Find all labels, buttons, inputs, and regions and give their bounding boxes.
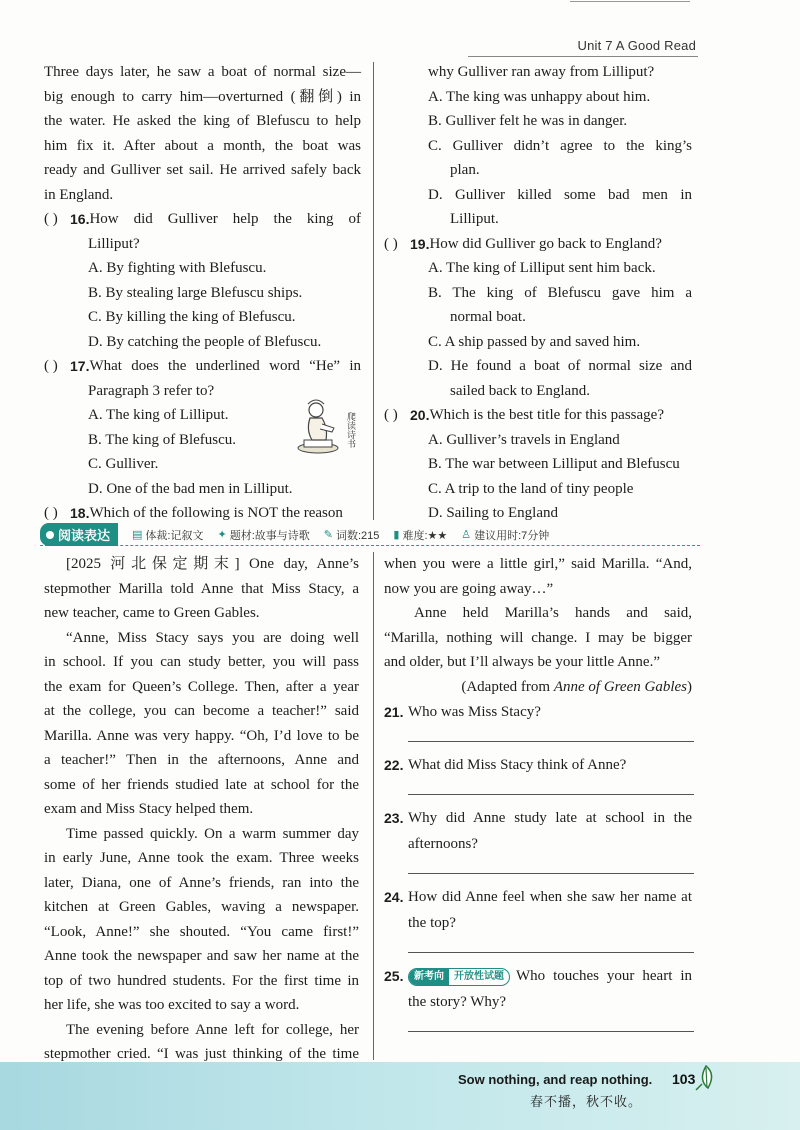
question-number: 17. — [70, 358, 90, 374]
option[interactable]: B. The war between Lilliput and Blefuscu — [428, 456, 680, 472]
option[interactable]: A. The king of Lilliput sent him back. — [428, 260, 656, 276]
short-question-25: 25. 新考向 开放性试题 Who touches your heart in the story? Why? — [384, 963, 692, 1032]
short-question-22: 22. What did Miss Stacy think of Anne? — [384, 752, 692, 795]
star-icon: ✦ — [217, 529, 227, 541]
answer-line[interactable] — [408, 873, 694, 874]
pen-icon: ✎ — [323, 529, 333, 541]
footer-motto: Sow nothing, and reap nothing. — [458, 1072, 653, 1087]
column-divider-bottom — [373, 552, 374, 1060]
answer-line[interactable] — [408, 794, 694, 795]
option[interactable]: C. Gulliver didn’t agree to the king’s — [428, 137, 692, 154]
question-stem: What does the underlined word “He” in — [89, 358, 361, 374]
answer-line[interactable] — [408, 741, 694, 742]
option[interactable]: C. Gulliver. — [88, 456, 159, 472]
short-question-23: 23. Why did Anne study late at school in the afternoons? — [384, 805, 692, 874]
option[interactable]: D. He found a boat of normal size and — [428, 358, 692, 374]
option[interactable]: A. The king was unhappy about him. — [428, 88, 651, 105]
question-number: 19. — [410, 235, 430, 252]
short-question-21: 21. Who was Miss Stacy? — [384, 699, 692, 742]
option[interactable]: B. The king of Blefuscu. — [88, 431, 237, 448]
option[interactable]: A. Gulliver’s travels in England — [428, 431, 620, 448]
question-19: ( ) 19. How did Gulliver go back to England? A. The king of Lilliput sent him back. B. The king of Blefuscu gave him a normal boat. C. A ship passed by and saved him. D. He found a boat of normal size and sailed back to England. — [384, 232, 692, 404]
answer-bracket[interactable]: ( ) — [44, 211, 58, 227]
option[interactable]: D. By catching the people of Blefuscu. — [88, 333, 322, 350]
leaf-icon — [694, 1064, 718, 1092]
reading-section-bar — [40, 524, 700, 546]
passage-paragraph: Three days later, he saw a boat of normal size— big enough to carry him—overturned (翻倒) in the water. He asked the king of Blefuscu to help him fix it. After about a month, the boat was ready and Gulliver set sail. He arrived safely back in England. — [44, 64, 361, 203]
answer-bracket[interactable]: ( ) — [384, 235, 398, 252]
book-icon: ▤ — [132, 529, 143, 541]
source-citation: (Adapted from Anne of Green Gables) — [461, 678, 692, 695]
right-top-column: why Gulliver ran away from Lilliput? A. The king was unhappy about him. B. Gulliver felt he was in danger. C. Gulliver didn’t agree to the king’s plan. D. Gulliver killed some bad men in Lilliput. ( ) 19. How did Gulliver go back to England? A. The king of Lilliput sent him back. B. The king of Blefuscu gave him a normal boat. C. A ship passed by and saved him. D. He found a boat of normal size and sailed back to England. ( ) 20. Which is the best title for this passage? A. Gulliver’s travels in England B. The war between Lilliput and Blefuscu C. A trip to the land of tiny people D. Sailing to England — [384, 60, 692, 526]
question-number: 16. — [70, 211, 90, 227]
answer-bracket[interactable]: ( ) — [44, 358, 58, 374]
option[interactable]: D. Gulliver killed some bad men in — [428, 186, 692, 203]
bars-icon: ▮ — [393, 529, 400, 541]
passage-paragraph: Time passed quickly. On a warm summer day in early June, Anne took the exam. Three weeks later, Diana, one of Anne’s friends, ran into the kitchen at Green Gables, waving a newspaper. “Look, Anne!” she shouted. “You came first!” Anne took the newspaper and saw her name at the top of two hundred students. For the first time in her life, she was too excited to say a word. — [44, 825, 359, 1013]
question-stem: How did Gulliver help the king of — [89, 211, 361, 227]
page-number: 103 — [672, 1071, 696, 1087]
bullet-icon — [46, 531, 54, 539]
option[interactable]: B. The king of Blefuscu gave him a — [428, 284, 692, 301]
footer-chinese-proverb: 春不播，秋不收。 — [530, 1095, 643, 1110]
option[interactable]: C. A ship passed by and saved him. — [428, 333, 641, 350]
question-18 — [44, 501, 361, 526]
option[interactable]: D. One of the bad men in Lilliput. — [88, 480, 293, 497]
meta-difficulty: ▮ 难度:★★ — [393, 529, 448, 542]
answer-bracket[interactable]: ( ) — [384, 407, 398, 423]
new-direction-badge: 新考向 开放性试题 — [408, 968, 510, 986]
question-stem: Which is the best title for this passage? — [429, 407, 664, 423]
unit-header: Unit 7 A Good Read — [577, 38, 696, 53]
meta-topic: ✦ 题材:故事与诗歌 — [217, 529, 310, 542]
answer-line[interactable] — [408, 1031, 694, 1032]
question-number: 18. — [70, 505, 90, 521]
header-rule — [468, 56, 698, 57]
question-number: 20. — [410, 407, 430, 423]
column-divider-top — [373, 62, 374, 520]
reading-figure-illustration — [296, 398, 358, 456]
passage-paragraph: when you were a little girl,” said Marilla. “And, now you are going away…” — [384, 556, 692, 597]
option[interactable]: D. Sailing to England — [428, 505, 558, 521]
question-stem: Which of the following is NOT the reason — [89, 505, 343, 521]
meta-genre: ▤ 体裁:记叙文 — [132, 529, 204, 542]
option[interactable]: C. By killing the king of Blefuscu. — [88, 309, 296, 325]
option[interactable]: A. The king of Lilliput. — [88, 407, 229, 423]
passage-paragraph: “Anne, Miss Stacy says you are doing well in school. If you can study better, you will pass the exam for Queen’s College. Then, after a year at the college, you can become a teacher!” said Marilla. Anne was very happy. “Oh, I’d love to be a teacher!” Then in the afternoons, Anne and some of her friends studied late at school for the exam and Miss Stacy helped them. — [44, 629, 359, 817]
option[interactable]: A. By fighting with Blefuscu. — [88, 260, 267, 276]
question-16: ( ) 16. How did Gulliver help the king of Lilliput? A. By fighting with Blefuscu. B. By stealing large Blefuscu ships. C. By killing the king of Blefuscu. D. By catching the people of Blefuscu. — [44, 207, 361, 354]
section-tag: 阅读表达 — [40, 523, 118, 546]
illustration-caption: 爬读诗书 — [345, 412, 355, 448]
short-question-24: 24. How did Anne feel when she saw her name at the top? — [384, 884, 692, 953]
top-rule — [570, 1, 690, 2]
passage-right — [384, 552, 692, 1042]
option[interactable]: B. By stealing large Blefuscu ships. — [88, 284, 303, 301]
option[interactable]: C. A trip to the land of tiny people — [428, 480, 634, 497]
passage-paragraph: [2025 河北保定期末] One day, Anne’s stepmother Marilla told Anne that Miss Stacy, a new teacher, came to Green Gables. — [44, 556, 359, 621]
person-icon: ♙ — [461, 529, 472, 541]
passage-paragraph: Anne held Marilla’s hands and said, “Marilla, nothing will change. I may be bigger and older, but I’ll always be your little Anne.” — [384, 605, 692, 670]
passage-left — [44, 552, 359, 1067]
meta-words: ✎ 词数:215 — [323, 529, 380, 542]
passage-paragraph: The evening before Anne left for college, her stepmother cried. “I was just thinking of the time — [44, 1021, 359, 1062]
answer-line[interactable] — [408, 952, 694, 953]
option[interactable]: B. Gulliver felt he was in danger. — [428, 113, 628, 129]
question-20 — [384, 403, 692, 526]
question-17: ( ) 17. What does the underlined word “He” in Paragraph 3 refer to? A. The king of Lilliput. B. The king of Blefuscu. C. Gulliver. D. One of the bad men in Lilliput. — [44, 354, 361, 501]
question-stem: How did Gulliver go back to England? — [429, 235, 662, 252]
answer-bracket[interactable]: ( ) — [44, 505, 58, 521]
meta-time: ♙ 建议用时:7分钟 — [461, 529, 550, 542]
